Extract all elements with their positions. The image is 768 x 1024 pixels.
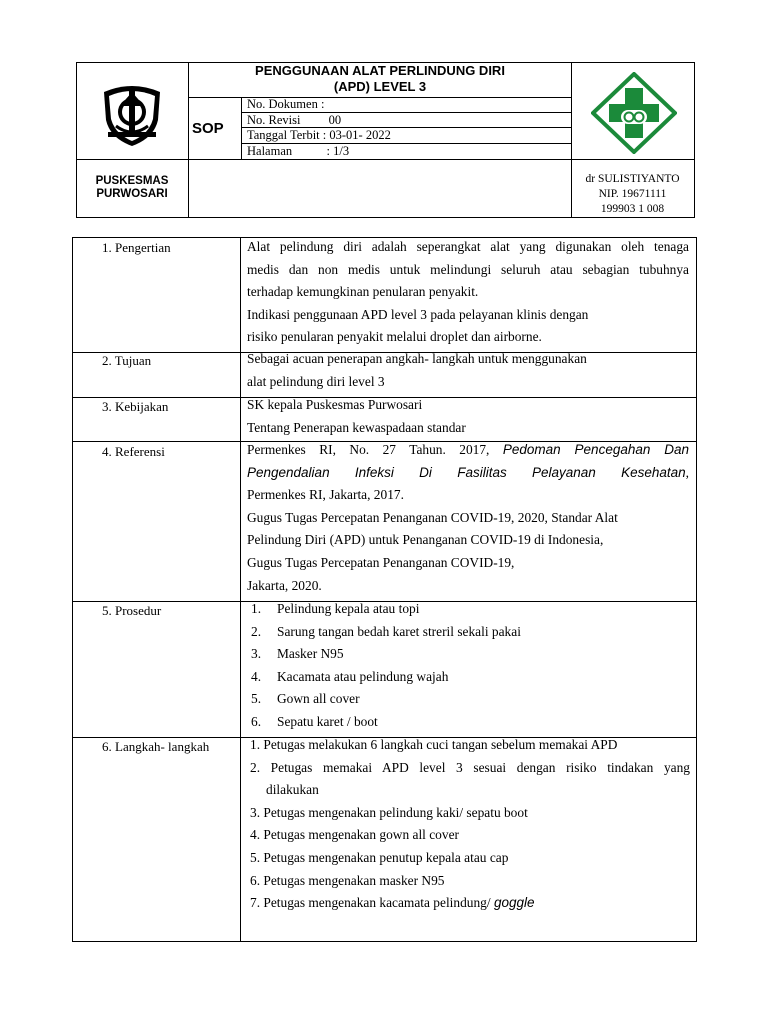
org-name-line-1: PUSKESMAS bbox=[95, 175, 169, 187]
item-text: Gown all cover bbox=[277, 691, 360, 707]
item-text: Sarung tangan bedah karet streril sekali pakai bbox=[277, 623, 521, 639]
section-body-langkah bbox=[250, 734, 690, 915]
section-body-prosedur bbox=[251, 598, 689, 734]
section-label-tujuan: 2. Tujuan bbox=[102, 353, 152, 368]
langkah-step-2: 2. Petugas memakai APD level 3 sesuai dengan risiko tindakan yang bbox=[250, 759, 690, 775]
regional-emblem-logo bbox=[98, 80, 166, 148]
tujuan-line-1: Sebagai acuan penerapan angkah- langkah untuk menggunakan bbox=[247, 351, 587, 366]
referensi-title-part-2: Pengendalian Infeksi Di Fasilitas Pelayanan Kesehatan bbox=[247, 464, 686, 480]
org-name bbox=[76, 175, 188, 201]
referensi-line-5: Pelindung Diri (APD) untuk Penanganan COVID-19 di Indonesia, bbox=[247, 532, 604, 548]
kebijakan-line-2: Tentang Penerapan kewaspadaan standar bbox=[247, 419, 466, 435]
langkah-step-5: 5. Petugas mengenakan penutup kepala atau cap bbox=[250, 849, 509, 865]
section-body-kebijakan bbox=[247, 394, 689, 439]
section-body-referensi bbox=[247, 439, 689, 597]
doc-page-field: Halaman : 1/3 bbox=[247, 143, 350, 158]
referensi-title-comma: , bbox=[685, 464, 689, 480]
table-left-border bbox=[72, 237, 73, 942]
referensi-line-4: Gugus Tugas Percepatan Penanganan COVID-19, 2020, Standar Alat bbox=[247, 509, 618, 525]
item-number: 5. bbox=[251, 691, 262, 707]
signer-name: dr SULISTIYANTO bbox=[585, 173, 680, 185]
header-bottom-border bbox=[76, 217, 695, 218]
doc-fields bbox=[247, 97, 391, 159]
referensi-line-3: Permenkes RI, Jakarta, 2017. bbox=[247, 487, 404, 503]
pengertian-line-3: terhadap kemungkinan penularan penyakit. bbox=[247, 284, 479, 300]
signer-nip-line-2: 199903 1 008 bbox=[600, 203, 665, 215]
pengertian-line-2: medis dan non medis untuk melindungi seluruh atau sebagian tubuhnya bbox=[247, 261, 689, 277]
item-text: Pelindung kepala atau topi bbox=[277, 601, 420, 616]
langkah-step-7-text: 7. Petugas mengenakan kacamata pelindung/ bbox=[250, 895, 491, 911]
doc-issue-date-field: Tanggal Terbit : 03-01- 2022 bbox=[247, 128, 391, 142]
section-label-referensi: 4. Referensi bbox=[102, 444, 165, 459]
referensi-line-7: Jakarta, 2020. bbox=[247, 577, 322, 593]
item-text: Masker N95 bbox=[277, 646, 344, 662]
pengertian-line-5: risiko penularan penyakit melalui droplet dan airborne. bbox=[247, 329, 542, 345]
langkah-step-4: 4. Petugas mengenakan gown all cover bbox=[250, 827, 459, 843]
langkah-step-7-italic: goggle bbox=[493, 895, 535, 911]
section-label-langkah: 6. Langkah- langkah bbox=[102, 739, 210, 754]
title-line-2: (APD) LEVEL 3 bbox=[333, 79, 427, 94]
langkah-step-6: 6. Petugas mengenakan masker N95 bbox=[250, 872, 445, 888]
page-title bbox=[188, 63, 572, 95]
header-mid-border bbox=[76, 159, 695, 160]
list-item bbox=[251, 621, 689, 644]
table-right-border bbox=[696, 237, 697, 942]
item-number: 3. bbox=[251, 646, 262, 662]
section-body-pengertian bbox=[247, 236, 689, 349]
item-number: 6. bbox=[251, 713, 262, 729]
section-label-kebijakan: 3. Kebijakan bbox=[102, 399, 169, 414]
langkah-step-1: 1. Petugas melakukan 6 langkah cuci tangan sebelum memakai APD bbox=[250, 737, 618, 752]
section-label-pengertian: 1. Pengertian bbox=[102, 240, 171, 255]
item-text: Sepatu karet / boot bbox=[277, 713, 378, 729]
doc-number-field: No. Dokumen : bbox=[247, 97, 325, 111]
signer-nip-line-1: NIP. 19671111 bbox=[598, 188, 667, 200]
list-item bbox=[251, 598, 689, 621]
langkah-step-2-continued: dilakukan bbox=[266, 782, 319, 798]
table-column-divider bbox=[240, 237, 241, 942]
sop-divider bbox=[241, 97, 242, 160]
list-item bbox=[251, 666, 689, 689]
sop-label: SOP bbox=[192, 120, 224, 137]
list-item bbox=[251, 643, 689, 666]
referensi-line-2 bbox=[247, 462, 689, 485]
referensi-citation-1: Permenkes RI, No. 27 Tahun. 2017, bbox=[247, 442, 490, 457]
org-name-line-2: PURWOSARI bbox=[96, 188, 168, 200]
langkah-step-3: 3. Petugas mengenakan pelindung kaki/ sepatu boot bbox=[250, 804, 528, 820]
puskesmas-cross-logo bbox=[591, 72, 677, 154]
section-body-tujuan bbox=[247, 348, 689, 393]
item-number: 2. bbox=[251, 623, 262, 639]
section-label-prosedur: 5. Prosedur bbox=[102, 603, 162, 618]
item-text: Kacamata atau pelindung wajah bbox=[277, 668, 449, 684]
referensi-line-6: Gugus Tugas Percepatan Penanganan COVID-19, bbox=[247, 554, 515, 570]
item-number: 4. bbox=[251, 668, 262, 684]
item-number: 1. bbox=[251, 601, 262, 616]
referensi-title-part-1: Pedoman Pencegahan Dan bbox=[502, 442, 689, 457]
pengertian-line-1: Alat pelindung diri adalah seperangkat alat yang digunakan oleh tenaga bbox=[247, 239, 689, 254]
header-right-border bbox=[694, 62, 695, 218]
list-item bbox=[251, 688, 689, 711]
referensi-line-1 bbox=[247, 439, 689, 462]
title-line-1: PENGGUNAAN ALAT PERLINDUNG DIRI bbox=[255, 63, 505, 78]
doc-revision-field: No. Revisi 00 bbox=[247, 112, 342, 127]
table-bottom-border bbox=[72, 941, 697, 942]
tujuan-line-2: alat pelindung diri level 3 bbox=[247, 373, 385, 389]
signer-block bbox=[571, 172, 694, 217]
langkah-step-7 bbox=[250, 892, 690, 915]
pengertian-line-4: Indikasi penggunaan APD level 3 pada pelayanan klinis dengan bbox=[247, 306, 589, 322]
list-item bbox=[251, 711, 689, 734]
kebijakan-line-1: SK kepala Puskesmas Purwosari bbox=[247, 397, 423, 412]
